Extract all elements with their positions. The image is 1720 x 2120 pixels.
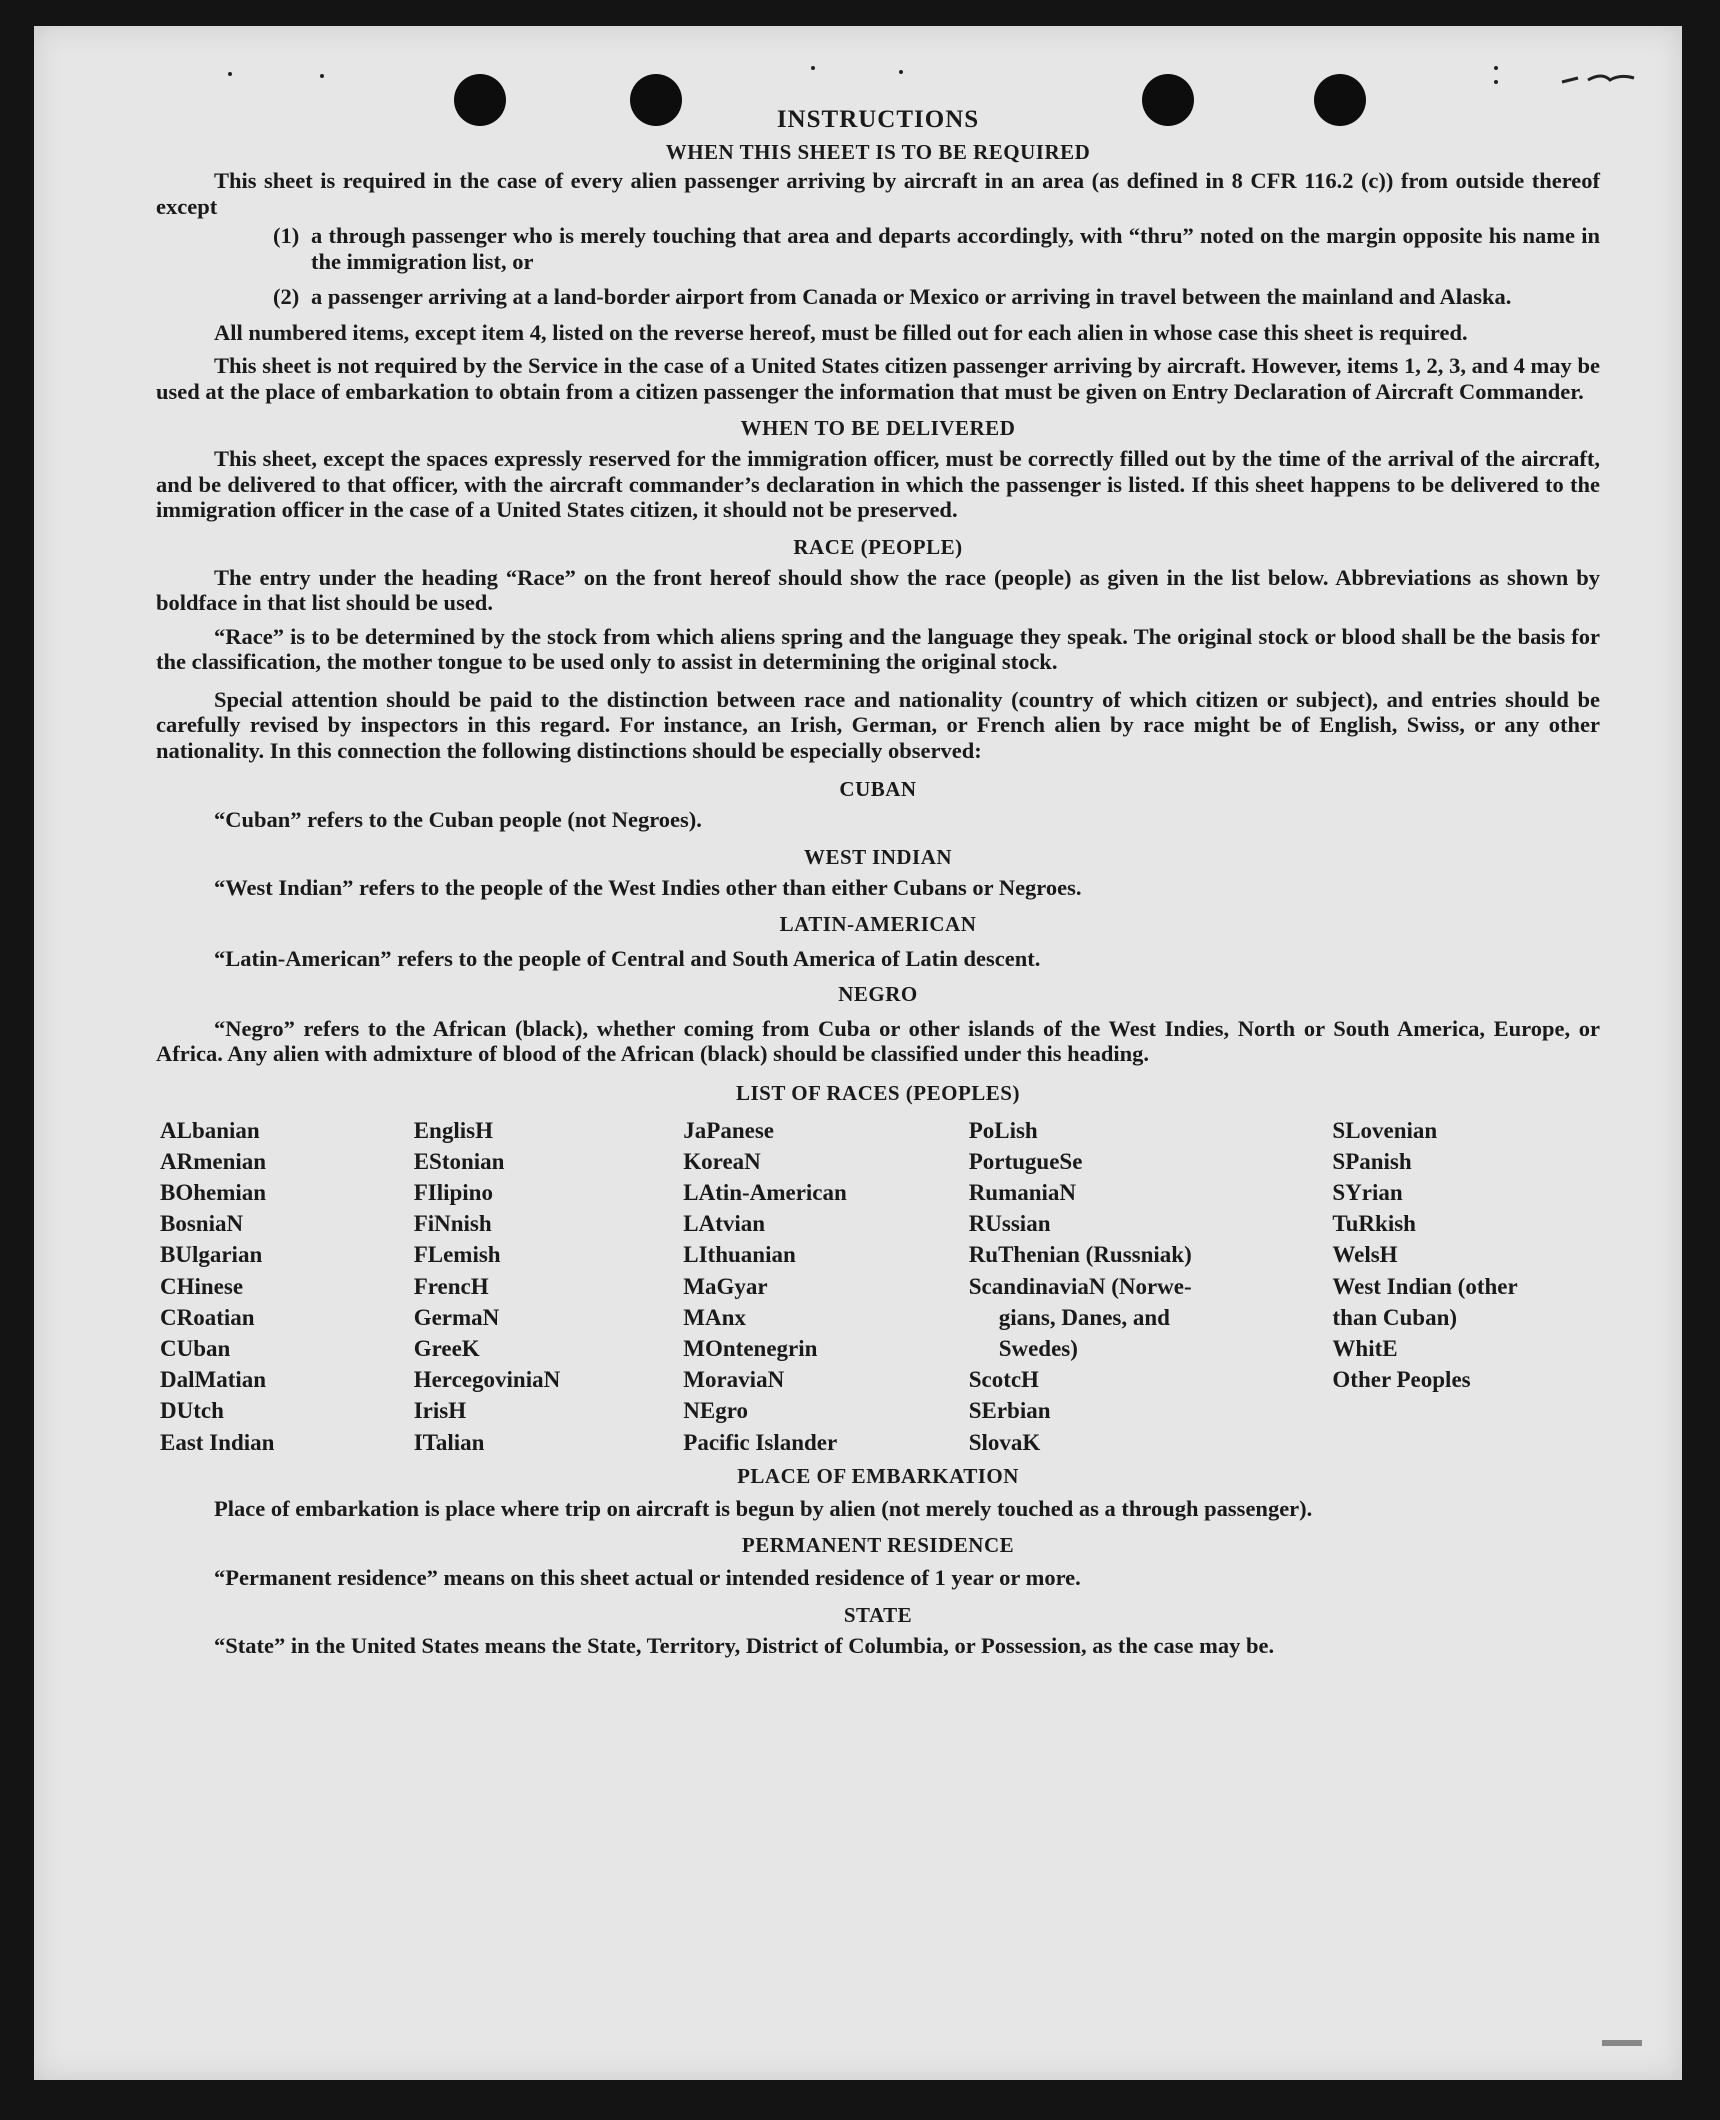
section-heading-required: WHEN THIS SHEET IS TO BE REQUIRED: [665, 140, 1091, 164]
race-entry: CHinese: [160, 1273, 244, 1299]
race-entry: FIlipino: [413, 1179, 493, 1205]
section-heading-residence: PERMANENT RESIDENCE: [741, 1533, 1015, 1558]
instructions-content: [156, 106, 1600, 1658]
cuban-paragraph: “Cuban” refers to the Cuban people (not Negroes).: [214, 807, 702, 832]
race-entry: RUssian: [968, 1211, 1051, 1237]
item-number: (2): [273, 284, 300, 309]
race-entry: FLemish: [413, 1242, 501, 1268]
race-entry: GreeK: [413, 1335, 480, 1361]
race-entry: ScotcH: [968, 1367, 1039, 1393]
item-text: a passenger arriving at a land-border airport from Canada or Mexico or arriving in travel between the mainland and Alaska.: [311, 284, 1512, 309]
page-title: INSTRUCTIONS: [776, 106, 980, 133]
race-entry: LAtvian: [683, 1211, 766, 1237]
race-entry: JaPanese: [683, 1117, 774, 1143]
race-entry: RuThenian (Russniak): [968, 1242, 1192, 1268]
race-entry: BUlgarian: [160, 1242, 263, 1268]
pen-mark: [1558, 64, 1638, 94]
embarkation-paragraph: Place of embarkation is place where trip on aircraft is begun by alien (not merely touched as a through passenger).: [214, 1495, 1313, 1521]
speck: [899, 70, 903, 74]
list-item: [156, 223, 1600, 274]
race-entry: EStonian: [413, 1148, 505, 1174]
races-column-4: [969, 1115, 1333, 1458]
speck: [1494, 66, 1498, 70]
section-heading-list-of-races: LIST OF RACES (PEOPLES): [736, 1080, 1020, 1105]
race-entry: KoreaN: [683, 1148, 761, 1174]
race-entry: ARmenian: [160, 1148, 267, 1174]
speck: [228, 72, 232, 76]
race-entry: than Cuban): [1332, 1304, 1458, 1330]
race-entry: NEgro: [683, 1398, 749, 1424]
delivered-paragraph: This sheet, except the spaces expressly reserved for the immigration officer, must be correctly filled out by the time of the arrival of the aircraft, and be delivered to that officer, with the aircraft commander’s declaration in which the passenger is listed. If this sheet happens to be delivered to the immigration officer in the case of a United States citizen, it should not be preserved.: [156, 446, 1600, 522]
race-entry: SlovaK: [968, 1429, 1041, 1455]
latin-american-paragraph: “Latin-American” refers to the people of Central and South America of Latin descent.: [214, 946, 1041, 971]
race-entry: CRoatian: [160, 1304, 255, 1330]
race-entry: LAtin-American: [683, 1179, 847, 1205]
race-entry: HercegoviniaN: [413, 1367, 561, 1393]
state-paragraph: “State” in the United States means the State, Territory, District of Columbia, or Possession, as the case may be.: [214, 1632, 1275, 1658]
required-intro: This sheet is required in the case of every alien passenger arriving by aircraft in an area (as defined in 8 CFR 116.2 (c)) from outside thereof except: [156, 168, 1600, 219]
race-entry: Pacific Islander: [683, 1429, 838, 1455]
race-paragraph-1: The entry under the heading “Race” on the front hereof should show the race (people) as given in the list below. Abbreviations as shown by boldface in that list should be used.: [156, 564, 1600, 615]
race-entry: FrencH: [413, 1273, 489, 1299]
race-entry: BosniaN: [160, 1211, 244, 1237]
section-heading-delivered: WHEN TO BE DELIVERED: [740, 416, 1016, 440]
race-entry: WelsH: [1332, 1242, 1398, 1268]
race-entry: FiNnish: [413, 1211, 492, 1237]
race-entry: TuRkish: [1332, 1211, 1416, 1237]
race-entry: LIthuanian: [683, 1242, 796, 1268]
race-entry: SYrian: [1332, 1179, 1403, 1205]
speck: [811, 66, 815, 70]
race-entry: CUban: [160, 1335, 231, 1361]
race-entry: SLovenian: [1332, 1117, 1438, 1143]
race-entry: SErbian: [968, 1398, 1051, 1424]
required-paragraph-2: All numbered items, except item 4, listed on the reverse hereof, must be filled out for each alien in whose case this sheet is required.: [214, 319, 1468, 345]
item-text: a through passenger who is merely touching that area and departs accordingly, with “thru” noted on the margin opposite his name in the immigration list, or: [311, 223, 1600, 274]
race-entry: RumaniaN: [968, 1179, 1077, 1205]
race-entry: East Indian: [160, 1429, 275, 1455]
race-entry: MAnx: [683, 1304, 746, 1330]
item-number: (1): [273, 223, 300, 248]
races-column-5: [1332, 1115, 1600, 1458]
race-entry: PortugueSe: [968, 1148, 1083, 1174]
west-indian-paragraph: “West Indian” refers to the people of the West Indies other than either Cubans or Negroes.: [214, 874, 1082, 900]
race-entry: Swedes): [998, 1335, 1078, 1361]
required-paragraph-3: This sheet is not required by the Service in the case of a United States citizen passenger arriving by aircraft. However, items 1, 2, 3, and 4 may be used at the place of embarkation to obtain from a citizen passenger the information that must be given on Entry Declaration of Aircraft Commander.: [156, 353, 1600, 404]
race-entry: SPanish: [1332, 1148, 1412, 1174]
corner-mark: [1602, 2040, 1642, 2046]
race-entry: gians, Danes, and: [998, 1304, 1170, 1330]
section-heading-latin-american: LATIN-AMERICAN: [779, 912, 977, 936]
races-column-1: [160, 1115, 414, 1458]
race-entry: ITalian: [413, 1429, 485, 1455]
race-entry: Other Peoples: [1332, 1367, 1471, 1393]
speck: [320, 74, 324, 78]
race-entry: IrisH: [413, 1398, 467, 1424]
race-entry: BOhemian: [160, 1179, 267, 1205]
race-entry: WhitE: [1332, 1335, 1398, 1361]
races-column-3: [683, 1115, 968, 1458]
speck: [1494, 80, 1498, 84]
section-heading-cuban: CUBAN: [839, 777, 917, 801]
residence-paragraph: “Permanent residence” means on this sheet actual or intended residence of 1 year or more.: [214, 1565, 1081, 1591]
race-entry: EnglisH: [413, 1117, 493, 1143]
race-entry: MOntenegrin: [683, 1335, 818, 1361]
negro-paragraph: “Negro” refers to the African (black), whether coming from Cuba or other islands of the West Indies, North or South America, Europe, or Africa. Any alien with admixture of blood of the African (black) should be classified under this heading.: [156, 1015, 1600, 1066]
race-entry: ScandinaviaN (Norwe-: [968, 1273, 1192, 1299]
race-entry: GermaN: [413, 1304, 500, 1330]
section-heading-west-indian: WEST INDIAN: [803, 844, 953, 869]
section-heading-state: STATE: [843, 1602, 913, 1627]
race-paragraph-2: “Race” is to be determined by the stock from which aliens spring and the language they speak. The original stock or blood shall be the basis for the classification, the mother tongue to be used only to assist in determining the original stock.: [156, 623, 1600, 674]
list-item: [156, 284, 1600, 310]
races-column-2: [414, 1115, 684, 1458]
race-entry: PoLish: [968, 1117, 1038, 1143]
race-entry: ALbanian: [160, 1117, 260, 1143]
races-list: [156, 1115, 1600, 1458]
race-paragraph-3: Special attention should be paid to the distinction between race and nationality (country of which citizen or subject), and entries should be carefully revised by inspectors in this regard. For instance, an Irish, German, or French alien by race might be of English, Swiss, or any other nationality. In this connection the following distinctions should be especially observed:: [156, 686, 1600, 763]
section-heading-embarkation: PLACE OF EMBARKATION: [737, 1463, 1019, 1488]
race-entry: West Indian (other: [1332, 1273, 1518, 1299]
section-heading-negro: NEGRO: [838, 981, 918, 1006]
race-entry: MoraviaN: [683, 1367, 785, 1393]
race-entry: DalMatian: [160, 1367, 267, 1393]
section-heading-race: RACE (PEOPLE): [793, 534, 963, 559]
race-entry: DUtch: [160, 1398, 224, 1424]
race-entry: MaGyar: [683, 1273, 768, 1299]
